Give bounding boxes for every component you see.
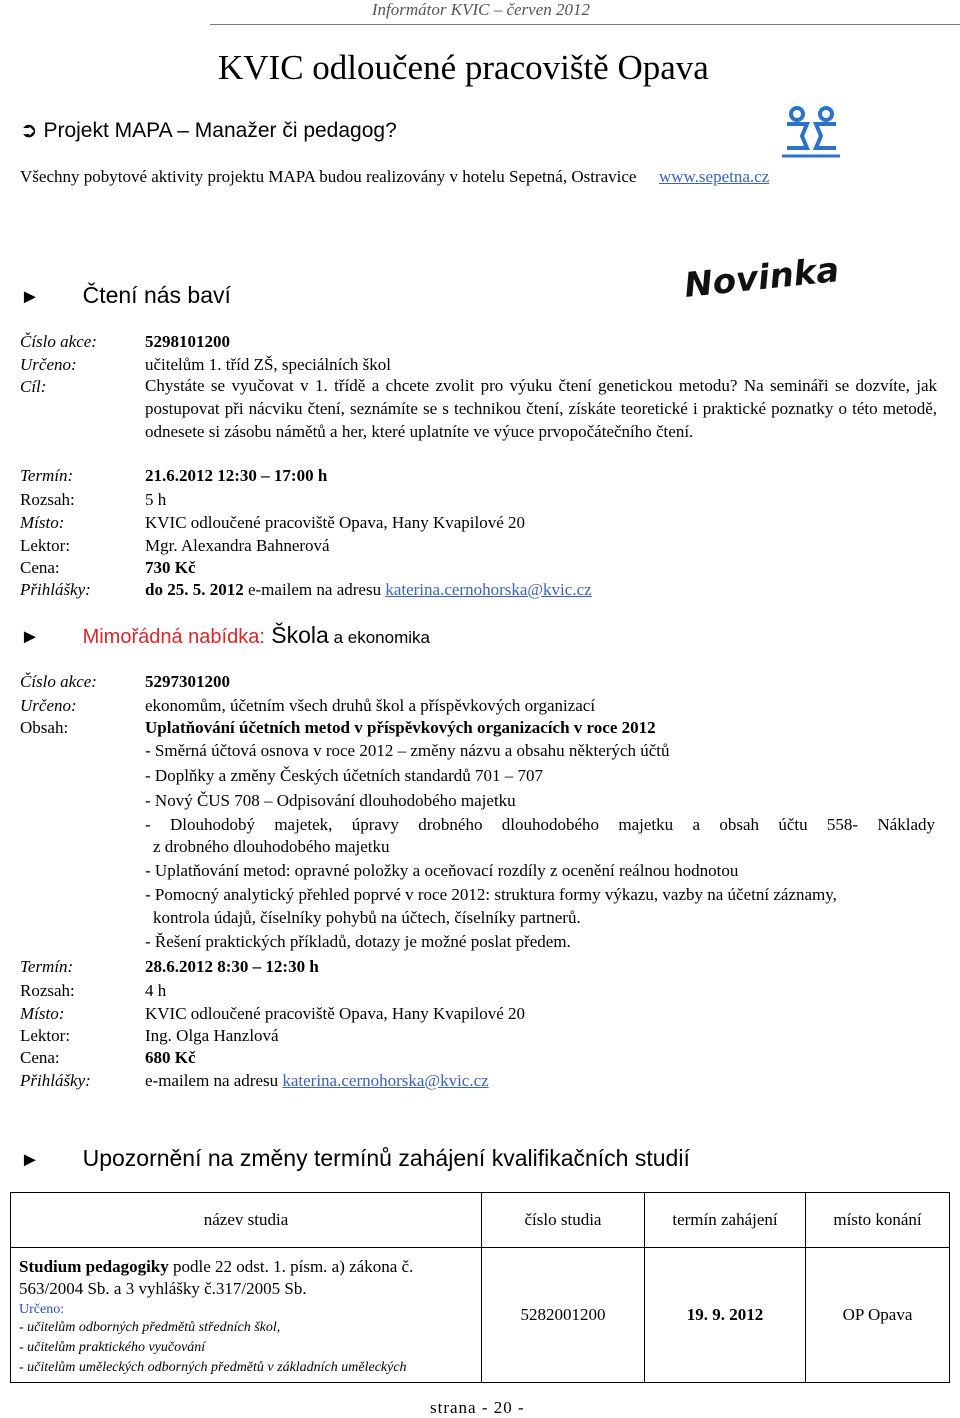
cteni-prihlasky-label: Přihlášky:: [20, 580, 91, 599]
cteni-misto-label: Místo:: [20, 513, 65, 532]
study-urceno-label: Určeno:: [19, 1302, 65, 1317]
skola-cislo-label: Číslo akce:: [20, 672, 97, 691]
cteni-email-link[interactable]: katerina.cernohorska@kvic.cz: [385, 580, 592, 599]
cteni-lektor: Mgr. Alexandra Bahnerová: [145, 536, 330, 555]
page-title: KVIC odloučené pracoviště Opava: [218, 48, 709, 87]
cteni-cislo-label: Číslo akce:: [20, 332, 97, 351]
skola-bullet: - Dlouhodobý majetek, úpravy drobného dlouhodobého majetku a obsah účtu 558- Náklady: [145, 815, 935, 834]
skola-termin-label: Termín:: [20, 957, 74, 976]
skola-prihlasky-label: Přihlášky:: [20, 1071, 91, 1090]
skola-bullet: z drobného dlouhodobého majetku: [153, 837, 390, 856]
cteni-rozsah: 5 h: [145, 490, 167, 509]
skola-lektor-label: Lektor:: [20, 1026, 71, 1045]
project-heading-text: Projekt MAPA – Manažer či pedagog?: [43, 119, 397, 142]
triangle-right-icon: ►: [20, 286, 40, 308]
skola-obsah-label: Obsah:: [20, 718, 69, 737]
cteni-urceno-label: Určeno:: [20, 355, 77, 374]
skola-bullet: kontrola údajů, číselníky pohybů na účtech, číselníky partnerů.: [153, 908, 581, 927]
skola-misto-label: Místo:: [20, 1004, 65, 1023]
cteni-termin-label: Termín:: [20, 466, 74, 485]
table-header-row: [11, 1193, 950, 1248]
cteni-lektor-label: Lektor:: [20, 536, 71, 555]
running-header: Informátor KVIC – červen 2012: [371, 0, 590, 19]
cteni-cislo: 5298101200: [145, 332, 230, 351]
header-rule: [210, 24, 960, 25]
col-header-termin: termín zahájení: [645, 1193, 806, 1248]
col-header-cislo: číslo studia: [482, 1193, 645, 1248]
skola-bullet: - Pomocný analytický přehled poprvé v roce 2012: struktura formy výkazu, vazby na účetní záznamy,: [145, 885, 837, 904]
skola-cislo: 5297301200: [145, 672, 230, 691]
study-termin: 19. 9. 2012: [645, 1248, 806, 1383]
cteni-termin: 21.6.2012 12:30 – 17:00 h: [145, 466, 328, 485]
study-name-cell: Studium pedagogiky podle 22 odst. 1. písm. a) zákona č. 563/2004 Sb. a 3 vyhlášky č.317/2005 Sb. Určeno: - učitelům odborných předmětů středních škol, - učitelům praktického vyučování - učitelům uměleckých odborných předmětů v základních uměleckých: [11, 1248, 482, 1383]
cteni-prihlasky: do 25. 5. 2012 e-mailem na adresu katerina.cernohorska@kvic.cz: [145, 580, 592, 599]
cteni-cil-text: Chystáte se vyučovat v 1. třídě a chcete zvolit pro výuku čtení genetickou metodu? Na semináři se dozvíte, jak postupovat při nácviku čtení, seznámíte se s technikou čtení, získáte teoretické i praktické poznatky o této metodě, odnesete si zásobu námětů a her, které uplatníte ve výuce prvopočátečního čtení.: [145, 376, 937, 441]
skola-obsah: Uplatňování účetních metod v příspěvkových organizacích v roce 2012: [145, 718, 656, 737]
skola-bullet: - Směrná účtová osnova v roce 2012 – změny názvu a obsahu některých účtů: [145, 741, 670, 760]
skola-email-link[interactable]: katerina.cernohorska@kvic.cz: [282, 1071, 489, 1090]
col-header-nazev: název studia: [11, 1193, 482, 1248]
cteni-urceno: učitelům 1. tříd ZŠ, speciálních škol: [145, 355, 391, 374]
skola-bullet: - Uplatňování metod: opravné položky a oceňovací rozdíly z ocenění reálnou hodnotou: [145, 861, 739, 880]
skola-cena-label: Cena:: [20, 1048, 60, 1067]
skola-lektor: Ing. Olga Hanzlová: [145, 1026, 279, 1045]
skola-bullet: - Řešení praktických příkladů, dotazy je možné poslat předem.: [145, 932, 571, 951]
col-header-misto: místo konání: [806, 1193, 950, 1248]
cteni-rozsah-label: Rozsah:: [20, 490, 75, 509]
page-number: strana - 20 -: [430, 1398, 525, 1417]
project-text: Všechny pobytové aktivity projektu MAPA budou realizovány v hotelu Sepetná, Ostravice www.sepetna.cz: [20, 167, 770, 186]
skola-urceno: ekonomům, účetním všech druhů škol a příspěvkových organizací: [145, 696, 596, 715]
studies-table: [10, 1192, 950, 1383]
arrow-right-icon: ➲: [20, 119, 38, 142]
section-skola-heading: ► Mimořádná nabídka: Škola a ekonomika: [20, 622, 430, 648]
table-row: [11, 1248, 950, 1383]
skola-termin: 28.6.2012 8:30 – 12:30 h: [145, 957, 319, 976]
cteni-cena-label: Cena:: [20, 558, 60, 577]
cteni-cil-label: Cíl:: [20, 377, 47, 396]
section-cteni-heading: ► Čtení nás baví: [20, 282, 231, 308]
cteni-misto: KVIC odloučené pracoviště Opava, Hany Kvapilové 20: [145, 513, 526, 532]
triangle-right-icon: ►: [20, 626, 40, 648]
skola-bullet: - Nový ČUS 708 – Odpisování dlouhodobého majetku: [145, 791, 516, 810]
skola-urceno-label: Určeno:: [20, 696, 77, 715]
skola-rozsah: 4 h: [145, 981, 167, 1000]
novinka-badge: Novinka: [682, 249, 842, 307]
skola-cena: 680 Kč: [145, 1048, 196, 1067]
sepetna-link[interactable]: www.sepetna.cz: [658, 167, 770, 186]
project-heading: [20, 118, 397, 143]
skola-bullet: - Doplňky a změny Českých účetních standardů 701 – 707: [145, 766, 543, 785]
section-upozorneni-heading: ► Upozornění na změny termínů zahájení kvalifikačních studií: [20, 1145, 690, 1171]
triangle-right-icon: ►: [20, 1149, 40, 1171]
skola-prihlasky: e-mailem na adresu katerina.cernohorska@kvic.cz: [145, 1071, 489, 1090]
mapa-logo-icon: [780, 104, 842, 160]
skola-rozsah-label: Rozsah:: [20, 981, 75, 1000]
cteni-cena: 730 Kč: [145, 558, 196, 577]
study-misto: OP Opava: [806, 1248, 950, 1383]
skola-misto: KVIC odloučené pracoviště Opava, Hany Kvapilové 20: [145, 1004, 526, 1023]
study-cislo: 5282001200: [482, 1248, 645, 1383]
